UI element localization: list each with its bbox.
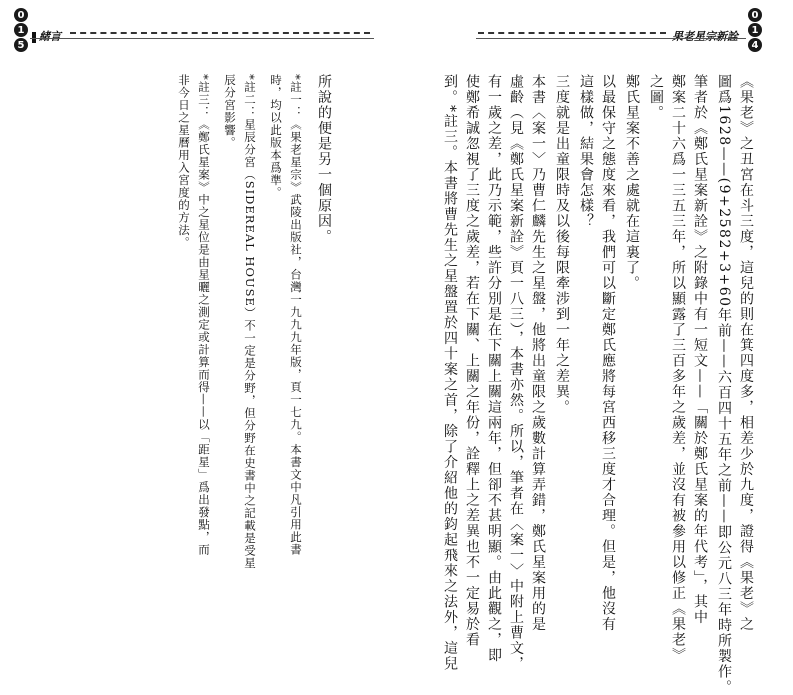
right-column-13: 使鄭希誠忽視了三度之歲差，若在下關、上關之年份，詮釋上之差異也不一定易於看 <box>464 74 480 648</box>
header-thin-rule-left <box>30 38 374 39</box>
right-column-11: 虛齡（見《鄭氏星案新詮》頁一八三），本書亦然。所以，筆者在〈案一〉中附上曹文， <box>508 74 524 672</box>
right-column-5: 之圖。 <box>648 74 664 121</box>
page-number-right-digit-1: 0 <box>748 8 762 22</box>
page-number-right <box>748 8 762 52</box>
right-column-9: 三度就是出童限時及以後每限牽涉到一年之差異。 <box>554 74 570 415</box>
left-note-2: *註二：星辰分宮（SIDEREAL HOUSE）不一定是分野，但分野在史書中之記載是受星 <box>243 74 257 570</box>
right-column-1: 《果老》之丑宮在斗三度，這兒的則在箕四度多，相差少於九度，證得《果老》之 <box>738 74 754 632</box>
running-header-right <box>672 28 738 44</box>
page-number-left-digit-2: 1 <box>14 23 28 37</box>
page-number-right-digit-2: 1 <box>748 23 762 37</box>
left-note-2-cont: 辰分宮影響。 <box>223 74 237 149</box>
header-rule-left <box>70 32 370 34</box>
left-note-1: *註一：《果老星宗》武陵出版社，台灣一九九九年版，頁一七九。本書文中凡引用此書 <box>289 74 303 556</box>
right-column-10: 本書〈案一〉乃曹仁麟先生之星盤，他將出童限之歲數計算弄錯，鄭氏星案用的是 <box>530 74 546 632</box>
page-number-left-digit-3: 5 <box>14 38 28 52</box>
running-header-left <box>32 28 61 44</box>
page-number-left-digit-1: 0 <box>14 8 28 22</box>
running-header-right-text: 果老星宗新詮 <box>672 30 738 43</box>
right-column-2: 圖爲1628——(9+2582+3+60年前——六百四十五年之前——即公元八三年時所製作。 <box>716 74 732 695</box>
right-column-12: 有一歲之差，此乃示範，些許分別是在下關上關這兩年，但卻不甚明顯。由此觀之，即 <box>486 74 502 663</box>
right-column-7: 以最保守之態度來看，我們可以斷定鄭氏應將每宮西移三度才合理。但是，他沒有 <box>600 74 616 632</box>
page-number-left <box>14 8 28 52</box>
right-column-14: 到。*註三。本書將曹先生之星盤置於四十案之首，除了介紹他的鈞起飛來之法外，這兒 <box>442 74 458 672</box>
right-column-4: 鄭案二十六爲一三五三年，所以顯露了三百多年之歲差，並沒有被參用以修正《果老》 <box>670 74 686 663</box>
page-number-right-digit-3: 4 <box>748 38 762 52</box>
left-note-3: *註三：《鄭氏星案》中之星位是由星曬之測定或計算而得——以「距星」爲出發點，而 <box>197 74 211 556</box>
left-note-1-cont: 時，均以此版本爲準。 <box>269 74 283 199</box>
header-thin-rule-right <box>476 38 746 39</box>
right-column-3: 筆者於《鄭氏星案新詮》之附錄中有一短文——「關於鄭氏星案的年代考」，其中 <box>692 74 708 625</box>
right-column-8: 這樣做，結果會怎樣？ <box>578 74 594 229</box>
header-rule-right <box>478 32 666 34</box>
left-note-3-cont: 非今日之星曆用入宮度的方法。 <box>177 74 191 249</box>
left-column-1: 所說的便是另一個原因。 <box>316 74 332 245</box>
right-column-6: 鄭氏星案不善之處就在這裏了。 <box>624 74 640 291</box>
running-header-left-text: 緒言 <box>39 30 61 43</box>
header-bar-icon <box>32 32 36 43</box>
